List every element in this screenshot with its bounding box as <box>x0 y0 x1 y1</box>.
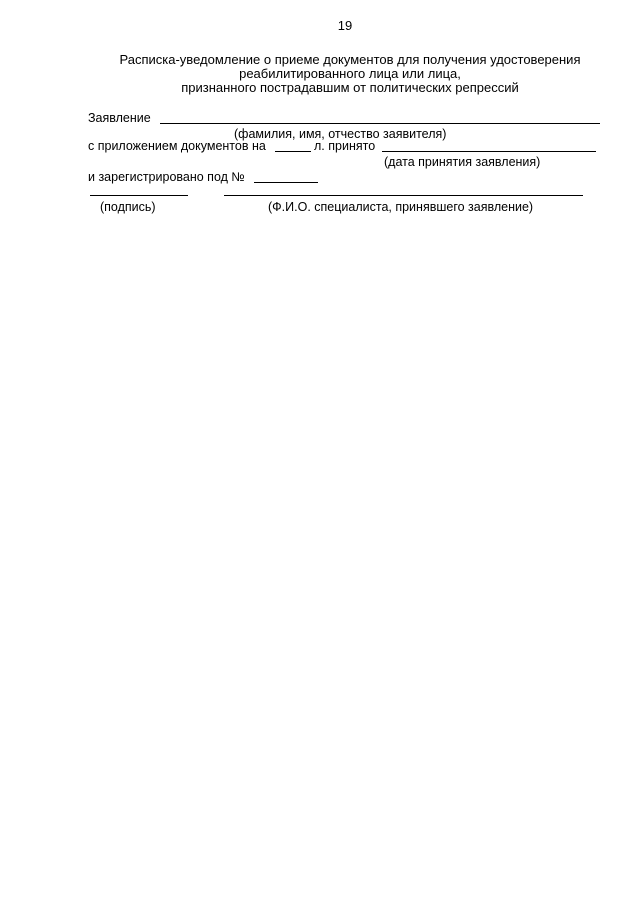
attachments-suffix: л. принято <box>314 139 376 153</box>
page-number: 19 <box>337 18 353 33</box>
document-title-line-2: реабилитированного лица или лица, <box>239 66 461 81</box>
specialist-name-blank <box>224 195 583 196</box>
statement-label: Заявление <box>88 111 151 125</box>
signature-caption: (подпись) <box>100 200 156 214</box>
document-title-line-1: Расписка-уведомление о приеме документов для получения удостоверения <box>119 52 581 67</box>
signature-blank <box>90 195 188 196</box>
registration-number-blank <box>254 182 318 183</box>
specialist-name-caption: (Ф.И.О. специалиста, принявшего заявление) <box>268 200 534 214</box>
pages-count-blank <box>275 151 311 152</box>
applicant-name-blank <box>160 123 600 124</box>
acceptance-date-blank <box>382 151 596 152</box>
attachments-prefix: с приложением документов на <box>88 139 266 153</box>
applicant-name-caption: (фамилия, имя, отчество заявителя) <box>234 127 447 141</box>
document-title-line-3: признанного пострадавшим от политических репрессий <box>181 80 519 95</box>
acceptance-date-caption: (дата принятия заявления) <box>384 155 541 169</box>
registered-label: и зарегистрировано под № <box>88 170 245 184</box>
